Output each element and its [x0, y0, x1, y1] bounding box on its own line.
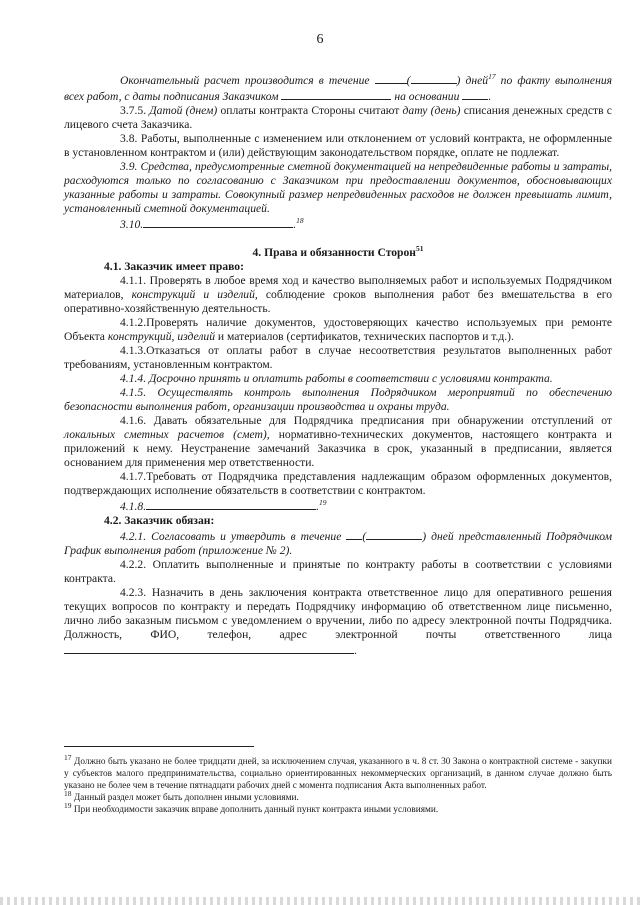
final-payment-text-b: ( [406, 74, 411, 87]
page-number: 6 [316, 32, 324, 47]
clause-text: . [293, 218, 297, 231]
clause-text: 4.1.6. Давать обязательные для Подрядчика предписания при обнаружении отступлений от [120, 414, 612, 427]
clause-number: 3.7.5. [120, 104, 147, 117]
clause-text: соблюдение сроков выполнения работ без вмешательства в его оперативно-хозяйственную деятельность. [64, 288, 612, 315]
footnote-17 [64, 752, 613, 792]
clause-text: ( [362, 530, 367, 543]
clause-text: ) дней представленный Подрядчиком График выполнения работ (приложение № 2). [64, 530, 612, 557]
subsection-heading-4-2: 4.2. Заказчик обязан: [104, 514, 215, 527]
paragraph-4-2-2: 4.2.2. Оплатить выполненные и принятые по контракту работы в соответствии с условиями контракта. [64, 558, 612, 585]
paragraph-4-2-1 [64, 528, 612, 558]
paragraph-4-2-3 [64, 586, 612, 658]
clause-text: . [316, 500, 319, 513]
footnote-ref-19: 19 [319, 498, 327, 508]
document-body [64, 72, 612, 658]
footnote-number: 17 [64, 752, 72, 762]
section-heading [64, 246, 612, 260]
footnotes [64, 752, 613, 816]
paragraph-3-10 [64, 216, 612, 232]
blank-line [346, 528, 362, 540]
blank-line [281, 88, 391, 100]
blank-line [462, 88, 488, 100]
footnote-number: 19 [64, 800, 72, 810]
clause-text: 4.2.1. Согласовать и утвердить в течение [120, 530, 342, 543]
footnote-19 [64, 800, 612, 816]
blank-line [64, 642, 354, 654]
paragraph-4-1-6 [64, 414, 612, 470]
scan-edge-artifact [0, 897, 640, 905]
paragraph-3-7-5 [64, 104, 612, 132]
blank-line [146, 498, 316, 510]
paragraph-4-1-3: 4.1.3.Отказаться от оплаты работ в случае несоответствия результатов выполненных работ требованиям, установленным контрактом. [64, 344, 612, 371]
paragraph-final-payment [64, 72, 612, 104]
blank-line [375, 72, 407, 84]
blank-line [143, 216, 293, 228]
clause-text: оплаты контракта Стороны считают [220, 104, 400, 117]
paragraph-4-1-1 [64, 274, 612, 316]
final-payment-text-e: на основании [394, 90, 460, 103]
final-payment-text-d: по факту выполнения всех работ, с даты подписания Заказчиком [64, 74, 613, 103]
clause-text: и материалов (сертификатов, технических паспортов и т.д.). [217, 330, 514, 343]
italic-term: Датой (днем) [149, 104, 218, 117]
italic-term: конструкций и изделий, [131, 288, 258, 301]
footnote-text: Должно быть указано не более тридцати дней, за исключением случая, указанного в ч. 8 ст. 30 Закона о контрактной системе - закупки у субъектов малого предпринимательства, социально ориентированных некоммерческих организаций, в данном случае должно быть указано не более чем в течение пятнадцати рабочих дней с момента подписания Акта выполненных работ. [64, 757, 613, 791]
paragraph-4-1-2 [64, 316, 612, 344]
paragraph-4-1-5: 4.1.5. Осуществлять контроль выполнения Подрядчиком мероприятий по обеспечению безопасности выполнения работ, организации производства и охраны труда. [64, 386, 612, 413]
paragraph-4-1-7: 4.1.7.Требовать от Подрядчика представления надлежащим образом оформленных документов, подтверждающих исполнение обязательств в соответствии с контрактом. [64, 470, 612, 497]
blank-line [411, 72, 457, 84]
footnote-ref-18: 18 [296, 216, 304, 226]
footnote-ref-51: 51 [415, 244, 424, 254]
italic-term: локальных сметных расчетов (смет), [64, 428, 270, 441]
footnote-separator [64, 746, 254, 747]
footnote-ref-17: 17 [488, 72, 496, 82]
subsection-heading-4-1: 4.1. Заказчик имеет право: [104, 260, 244, 273]
final-payment-text-f: . [488, 90, 492, 103]
paragraph-3-9: 3.9. Средства, предусмотренные сметной документацией на непредвиденные работы и затраты, расходуются только по согласованию с Заказчиком при предоставлении документов, обосновывающих указанные работы и затраты. Совокупный размер непредвиденных расходов не должен превышать лимит, установленный сметной документацией. [64, 160, 612, 215]
footnote-text: Данный раздел может быть дополнен иными условиями. [73, 793, 299, 803]
paragraph-4-1-8 [64, 498, 612, 514]
clause-text: 4.1.2.Проверять наличие документов, удостоверяющих качество используемых при ремонте Объекта [64, 316, 612, 343]
blank-line [366, 528, 422, 540]
footnote-text: При необходимости заказчик вправе дополнить данный пункт контракта иными условиями. [73, 805, 439, 815]
clause-text: 4.1.1. Проверять в любое время ход и качество выполняемых работ и используемых Подрядчиком материалов, [64, 274, 612, 301]
clause-text: списания денежных средств с лицевого счета Заказчика. [64, 104, 612, 131]
paragraph-4-1-4: 4.1.4. Досрочно принять и оплатить работы в соответствии с условиями контракта. [120, 372, 553, 385]
final-payment-text-c: ) дней [456, 74, 489, 87]
paragraph-3-8: 3.8. Работы, выполненные с изменением или отклонением от условий контракта, не оформленные в установленном контрактом и (или) действующим законодательством порядке, оплате не подлежат. [64, 132, 612, 159]
clause-text: нормативно-технических документов, настоящего контракта и приложений к нему. Неустранение замечаний Заказчика в срок, указанный в предписании, является основанием для применения мер ответственности. [64, 428, 612, 469]
italic-term: дату (день) [402, 104, 461, 117]
clause-number: 3.10. [120, 218, 144, 231]
italic-term: конструкций, изделий [107, 330, 216, 343]
footnote-number: 18 [64, 788, 72, 798]
clause-text: 4.2.3. Назначить в день заключения контракта ответственное лицо для оперативного решения текущих вопросов по контракту и передать Подрядчику информацию об ответственном лице письменно, лично либо заказным письмом с уведомлением о вручении, либо по адресу электронной почты Подрядчика. Должность, ФИО, телефон, адрес электронной почты ответственного лица [64, 586, 612, 641]
section-title: 4. Права и обязанности Сторон [252, 246, 416, 259]
final-payment-text-a: Окончательный расчет производится в течение [120, 74, 370, 87]
clause-text: . [354, 644, 357, 657]
footnote-18 [64, 788, 612, 804]
clause-number: 4.1.8. [120, 500, 147, 513]
